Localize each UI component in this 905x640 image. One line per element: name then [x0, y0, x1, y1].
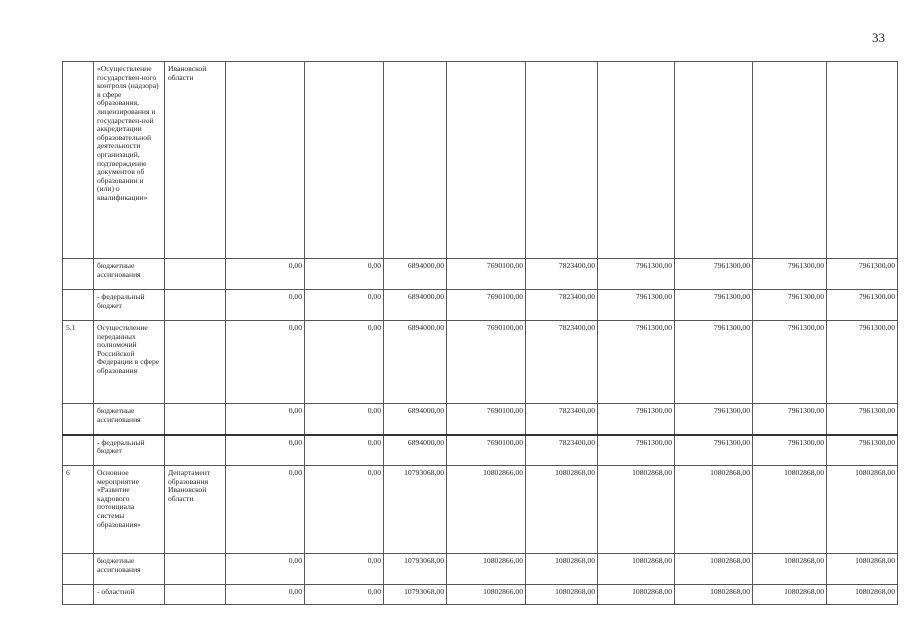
value-cell: 10793068,00 — [384, 554, 447, 585]
executor-cell — [165, 290, 226, 321]
executor-cell — [165, 435, 226, 466]
value-cell: 7690100,00 — [447, 290, 526, 321]
value-cell — [305, 62, 384, 259]
value-cell: 7823400,00 — [526, 404, 598, 435]
value-cell: 7961300,00 — [675, 259, 753, 290]
value-cell: 10802868,00 — [675, 466, 753, 554]
value-cell: 10802866,00 — [447, 585, 526, 605]
name-cell: - федеральный бюджет — [94, 435, 165, 466]
row-number-cell — [63, 404, 94, 435]
value-cell: 0,00 — [305, 585, 384, 605]
row-number-cell — [63, 290, 94, 321]
value-cell: 0,00 — [226, 466, 305, 554]
value-cell: 10802868,00 — [827, 466, 898, 554]
value-cell: 10802868,00 — [753, 585, 827, 605]
value-cell: 7961300,00 — [598, 404, 675, 435]
name-cell: Осуществление переданных полномочий Российской Федерации в сфере образования — [94, 321, 165, 404]
value-cell: 10802868,00 — [827, 554, 898, 585]
name-cell: Основное мероприятие «Развитие кадрового потенциала системы образования» — [94, 466, 165, 554]
value-cell — [226, 62, 305, 259]
row-number-cell — [63, 435, 94, 466]
table-row — [63, 554, 898, 585]
executor-cell — [165, 259, 226, 290]
value-cell: 7961300,00 — [753, 259, 827, 290]
table-row — [63, 62, 898, 259]
table-row — [63, 321, 898, 404]
table-row — [63, 466, 898, 554]
name-cell: бюджетные ассигнования — [94, 259, 165, 290]
value-cell: 7961300,00 — [753, 404, 827, 435]
value-cell: 7690100,00 — [447, 259, 526, 290]
row-number-cell — [63, 259, 94, 290]
value-cell: 7690100,00 — [447, 435, 526, 466]
value-cell: 0,00 — [305, 554, 384, 585]
value-cell: 7961300,00 — [598, 321, 675, 404]
table-row — [63, 585, 898, 605]
executor-cell: Департамент образования Ивановской области — [165, 466, 226, 554]
value-cell: 7961300,00 — [753, 290, 827, 321]
value-cell: 7823400,00 — [526, 259, 598, 290]
value-cell: 7961300,00 — [827, 290, 898, 321]
value-cell: 7961300,00 — [675, 404, 753, 435]
value-cell: 7690100,00 — [447, 404, 526, 435]
value-cell — [753, 62, 827, 259]
value-cell: 10802868,00 — [753, 554, 827, 585]
value-cell: 0,00 — [226, 259, 305, 290]
executor-cell — [165, 404, 226, 435]
name-cell: бюджетные ассигнования — [94, 404, 165, 435]
value-cell: 0,00 — [305, 466, 384, 554]
name-cell: - областной — [94, 585, 165, 605]
value-cell: 6894000,00 — [384, 404, 447, 435]
value-cell: 10793068,00 — [384, 585, 447, 605]
table-row — [63, 404, 898, 435]
value-cell: 7823400,00 — [526, 435, 598, 466]
value-cell: 10802868,00 — [526, 554, 598, 585]
value-cell: 10802868,00 — [598, 554, 675, 585]
row-number-cell: 5.1 — [63, 321, 94, 404]
value-cell: 0,00 — [226, 290, 305, 321]
value-cell: 10802868,00 — [598, 466, 675, 554]
table-row — [63, 259, 898, 290]
row-number-cell — [63, 585, 94, 605]
row-number-cell: 6 — [63, 466, 94, 554]
value-cell: 6894000,00 — [384, 290, 447, 321]
value-cell: 0,00 — [226, 435, 305, 466]
value-cell: 7690100,00 — [447, 321, 526, 404]
page-number: 33 — [872, 30, 885, 45]
name-cell: «Осуществление государствен-ного контроля (надзора) в сфере образования, лицензирования и государствен-ной аккредитации образовательной деятельности организаций, подтверждение документов об образовании и (или) о квалификации» — [94, 62, 165, 259]
value-cell — [384, 62, 447, 259]
value-cell: 7961300,00 — [675, 435, 753, 466]
value-cell: 10802868,00 — [526, 466, 598, 554]
value-cell: 10802868,00 — [675, 554, 753, 585]
value-cell: 6894000,00 — [384, 259, 447, 290]
value-cell: 7961300,00 — [598, 435, 675, 466]
value-cell: 10802868,00 — [598, 585, 675, 605]
value-cell: 0,00 — [226, 554, 305, 585]
value-cell: 7961300,00 — [827, 259, 898, 290]
value-cell: 7961300,00 — [827, 404, 898, 435]
value-cell: 0,00 — [226, 404, 305, 435]
value-cell: 7961300,00 — [598, 259, 675, 290]
value-cell: 7961300,00 — [675, 290, 753, 321]
value-cell: 7961300,00 — [753, 321, 827, 404]
table-row — [63, 290, 898, 321]
table-row — [63, 435, 898, 466]
value-cell — [526, 62, 598, 259]
value-cell: 10802868,00 — [675, 585, 753, 605]
value-cell: 7961300,00 — [753, 435, 827, 466]
value-cell: 0,00 — [305, 404, 384, 435]
value-cell: 6894000,00 — [384, 321, 447, 404]
value-cell: 6894000,00 — [384, 435, 447, 466]
value-cell: 10802868,00 — [753, 466, 827, 554]
name-cell: бюджетные ассигнования — [94, 554, 165, 585]
value-cell: 10802866,00 — [447, 554, 526, 585]
value-cell: 10802868,00 — [827, 585, 898, 605]
value-cell: 0,00 — [226, 321, 305, 404]
value-cell: 0,00 — [226, 585, 305, 605]
value-cell: 7961300,00 — [675, 321, 753, 404]
value-cell: 7823400,00 — [526, 321, 598, 404]
value-cell: 0,00 — [305, 321, 384, 404]
value-cell — [598, 62, 675, 259]
value-cell: 7961300,00 — [827, 435, 898, 466]
value-cell — [447, 62, 526, 259]
name-cell: - федеральный бюджет — [94, 290, 165, 321]
executor-cell: Ивановской области — [165, 62, 226, 259]
row-number-cell — [63, 554, 94, 585]
value-cell: 7961300,00 — [827, 321, 898, 404]
value-cell: 0,00 — [305, 435, 384, 466]
value-cell: 10793068,00 — [384, 466, 447, 554]
value-cell: 10802868,00 — [526, 585, 598, 605]
value-cell: 10802866,00 — [447, 466, 526, 554]
executor-cell — [165, 585, 226, 605]
value-cell: 0,00 — [305, 290, 384, 321]
executor-cell — [165, 554, 226, 585]
row-number-cell — [63, 62, 94, 259]
value-cell: 7823400,00 — [526, 290, 598, 321]
value-cell — [827, 62, 898, 259]
budget-table — [62, 61, 898, 605]
value-cell: 0,00 — [305, 259, 384, 290]
value-cell — [675, 62, 753, 259]
value-cell: 7961300,00 — [598, 290, 675, 321]
executor-cell — [165, 321, 226, 404]
